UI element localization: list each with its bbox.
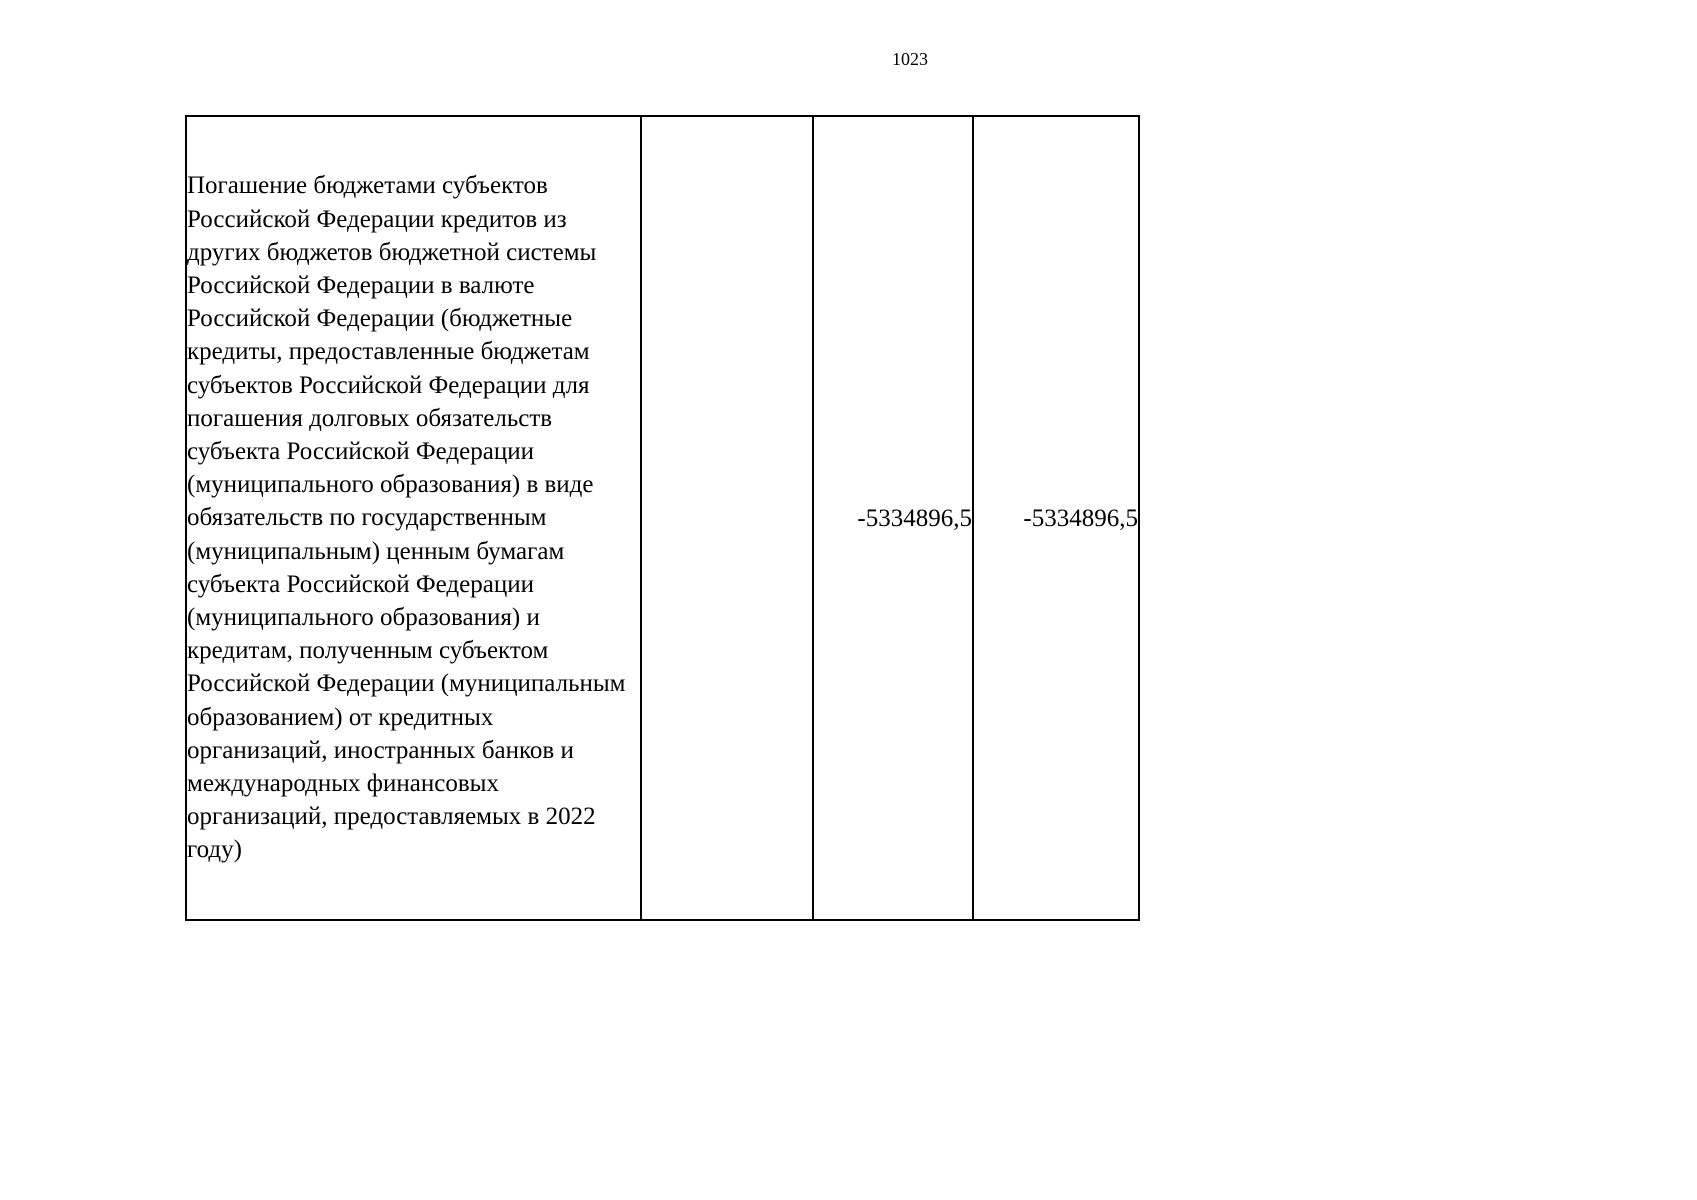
row-value-cell-2: -5334896,5 <box>973 116 1139 920</box>
table-row <box>186 116 1139 920</box>
row-code-cell <box>641 116 813 920</box>
row-description-cell: Погашение бюджетами субъектов Российской Федерации кредитов из других бюджетов бюджетной системы Российской Федерации в валюте Российской Федерации (бюджетные кредиты, предоставленные бюджетам субъектов Российской Федерации для погашения долговых обязательств субъекта Российской Федерации (муниципального образования) в виде обязательств по государственным (муниципальным) ценным бумагам субъекта Российской Федерации (муниципального образования) и кредитам, полученным субъектом Российской Федерации (муниципальным образованием) от кредитных организаций, иностранных банков и международных финансовых организаций, предоставляемых в 2022 году) <box>186 116 641 920</box>
budget-table <box>185 115 1140 921</box>
row-value-cell-1: -5334896,5 <box>813 116 973 920</box>
page-number: 1023 <box>892 49 928 69</box>
